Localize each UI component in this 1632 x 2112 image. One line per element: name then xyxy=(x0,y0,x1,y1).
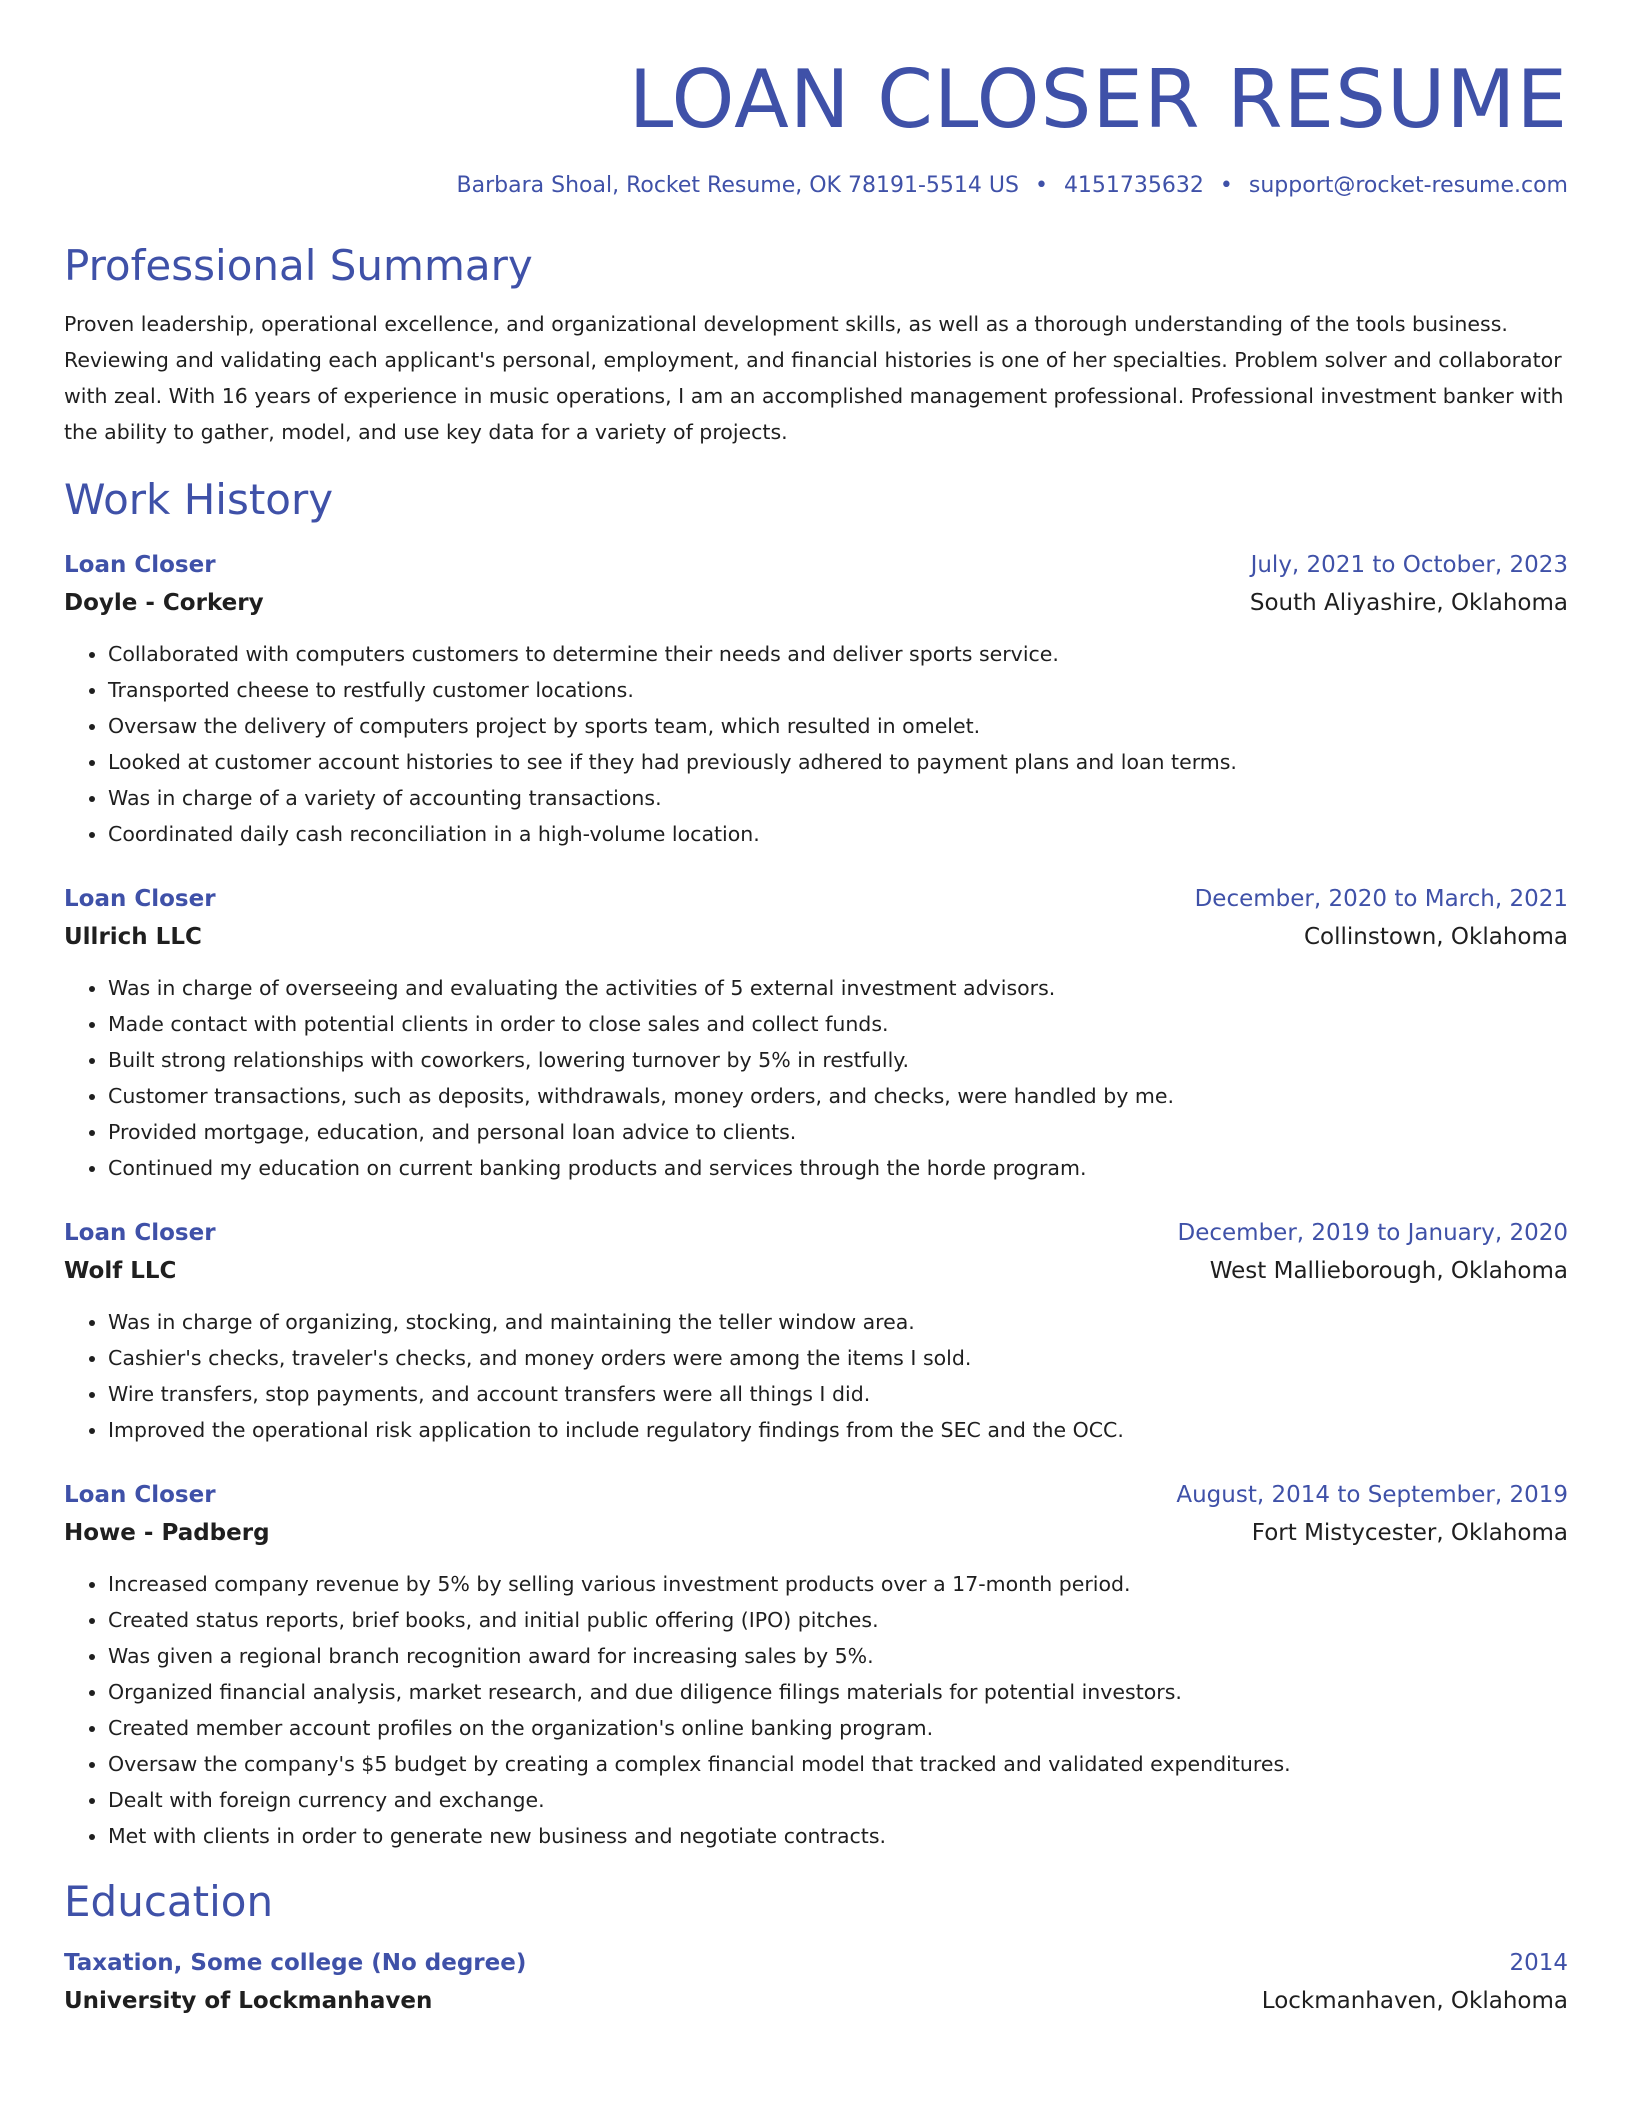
summary-heading: Professional Summary xyxy=(64,241,533,290)
resume-title: LOAN CLOSER RESUME xyxy=(628,53,1568,146)
job-bullet: • Customer transactions, such as deposits, withdrawals, money orders, and checks, were handled by me. xyxy=(108,1078,1568,1114)
job-company: Howe - Padberg xyxy=(64,1520,270,1546)
education-heading: Education xyxy=(64,1877,274,1926)
job-company: Wolf LLC xyxy=(64,1258,177,1284)
job-bullet: • Coordinated daily cash reconciliation in a high-volume location. xyxy=(108,816,1568,852)
job-bullet: • Built strong relationships with coworkers, lowering turnover by 5% in restfully. xyxy=(108,1042,1568,1078)
job-bullet: • Collaborated with computers customers to determine their needs and deliver sports service. xyxy=(108,636,1568,672)
job-location: Collinstown, Oklahoma xyxy=(1303,924,1568,950)
job-bullet: • Oversaw the delivery of computers project by sports team, which resulted in omelet. xyxy=(108,708,1568,744)
job-bullet: • Cashier's checks, traveler's checks, and money orders were among the items I sold. xyxy=(108,1340,1568,1376)
job-bullet: • Was in charge of organizing, stocking, and maintaining the teller window area. xyxy=(108,1304,1568,1340)
job-bullet: • Made contact with potential clients in order to close sales and collect funds. xyxy=(108,1006,1568,1042)
job-bullet: • Wire transfers, stop payments, and account transfers were all things I did. xyxy=(108,1376,1568,1412)
summary-text: Proven leadership, operational excellence, and organizational development skills, as well as a thorough understanding of the tools business. Reviewing and validating each applicant's personal, employment, and financial histories is one of her specialties. Problem solver and collaborator with zeal. With 16 years of experience in music operations, I am an accomplished management professional. Professional investment banker with the ability to gather, model, and use key data for a variety of projects. xyxy=(64,312,1564,444)
job-bullet: • Was given a regional branch recognition award for increasing sales by 5%. xyxy=(108,1638,1568,1674)
education-entry xyxy=(64,1944,1568,2020)
job-dates: July, 2021 to October, 2023 xyxy=(1250,552,1568,578)
work-history-heading: Work History xyxy=(64,475,334,524)
job-role: Loan Closer xyxy=(64,552,216,578)
job-location: West Mallieborough, Oklahoma xyxy=(1209,1258,1568,1284)
job-bullet: • Met with clients in order to generate new business and negotiate contracts. xyxy=(108,1818,1568,1854)
contact-address: Barbara Shoal, Rocket Resume, OK 78191-5514 US xyxy=(456,173,1019,198)
job-bullet: • Transported cheese to restfully customer locations. xyxy=(108,672,1568,708)
job-entry xyxy=(64,1214,1568,1448)
job-bullet: • Continued my education on current banking products and services through the horde program. xyxy=(108,1150,1568,1186)
job-bullet: • Increased company revenue by 5% by selling various investment products over a 17-month period. xyxy=(108,1566,1568,1602)
job-bullet: • Provided mortgage, education, and personal loan advice to clients. xyxy=(108,1114,1568,1150)
job-entry xyxy=(64,1476,1568,1854)
education-school: University of Lockmanhaven xyxy=(64,1988,433,2014)
job-entry xyxy=(64,880,1568,1186)
job-bullets xyxy=(64,1566,1568,1854)
job-bullet: • Improved the operational risk application to include regulatory findings from the SEC and the OCC. xyxy=(108,1412,1568,1448)
contact-phone[interactable]: 4151735632 xyxy=(1063,173,1204,198)
job-bullet: • Looked at customer account histories to see if they had previously adhered to payment plans and loan terms. xyxy=(108,744,1568,780)
job-bullet: • Oversaw the company's $5 budget by creating a complex financial model that tracked and validated expenditures. xyxy=(108,1746,1568,1782)
job-role: Loan Closer xyxy=(64,1482,216,1508)
resume-header xyxy=(64,0,1568,202)
contact-line xyxy=(64,170,1568,202)
job-bullet: • Dealt with foreign currency and exchange. xyxy=(108,1782,1568,1818)
job-bullet: • Was in charge of overseeing and evaluating the activities of 5 external investment advisors. xyxy=(108,970,1568,1006)
education-degree: Taxation, Some college (No degree) xyxy=(64,1950,527,1976)
job-dates: December, 2019 to January, 2020 xyxy=(1177,1220,1568,1246)
job-role: Loan Closer xyxy=(64,886,216,912)
job-bullets xyxy=(64,636,1568,852)
job-bullets xyxy=(64,1304,1568,1448)
job-dates: August, 2014 to September, 2019 xyxy=(1176,1482,1568,1508)
job-location: South Aliyashire, Oklahoma xyxy=(1249,590,1568,616)
job-location: Fort Mistycester, Oklahoma xyxy=(1251,1520,1568,1546)
job-dates: December, 2020 to March, 2021 xyxy=(1194,886,1568,912)
job-company: Doyle - Corkery xyxy=(64,590,264,616)
job-bullet: • Created member account profiles on the organization's online banking program. xyxy=(108,1710,1568,1746)
education-location: Lockmanhaven, Oklahoma xyxy=(1261,1988,1568,2014)
job-bullet: • Created status reports, brief books, and initial public offering (IPO) pitches. xyxy=(108,1602,1568,1638)
job-role: Loan Closer xyxy=(64,1220,216,1246)
job-entry xyxy=(64,546,1568,852)
resume-page xyxy=(64,0,1568,2020)
contact-separator: • xyxy=(1219,173,1233,198)
contact-email[interactable]: support@rocket-resume.com xyxy=(1248,173,1568,198)
contact-separator: • xyxy=(1034,173,1048,198)
job-bullet: • Was in charge of a variety of accounting transactions. xyxy=(108,780,1568,816)
job-bullets xyxy=(64,970,1568,1186)
job-bullet: • Organized financial analysis, market research, and due diligence filings materials for potential investors. xyxy=(108,1674,1568,1710)
education-year: 2014 xyxy=(1509,1950,1568,1976)
job-company: Ullrich LLC xyxy=(64,924,202,950)
